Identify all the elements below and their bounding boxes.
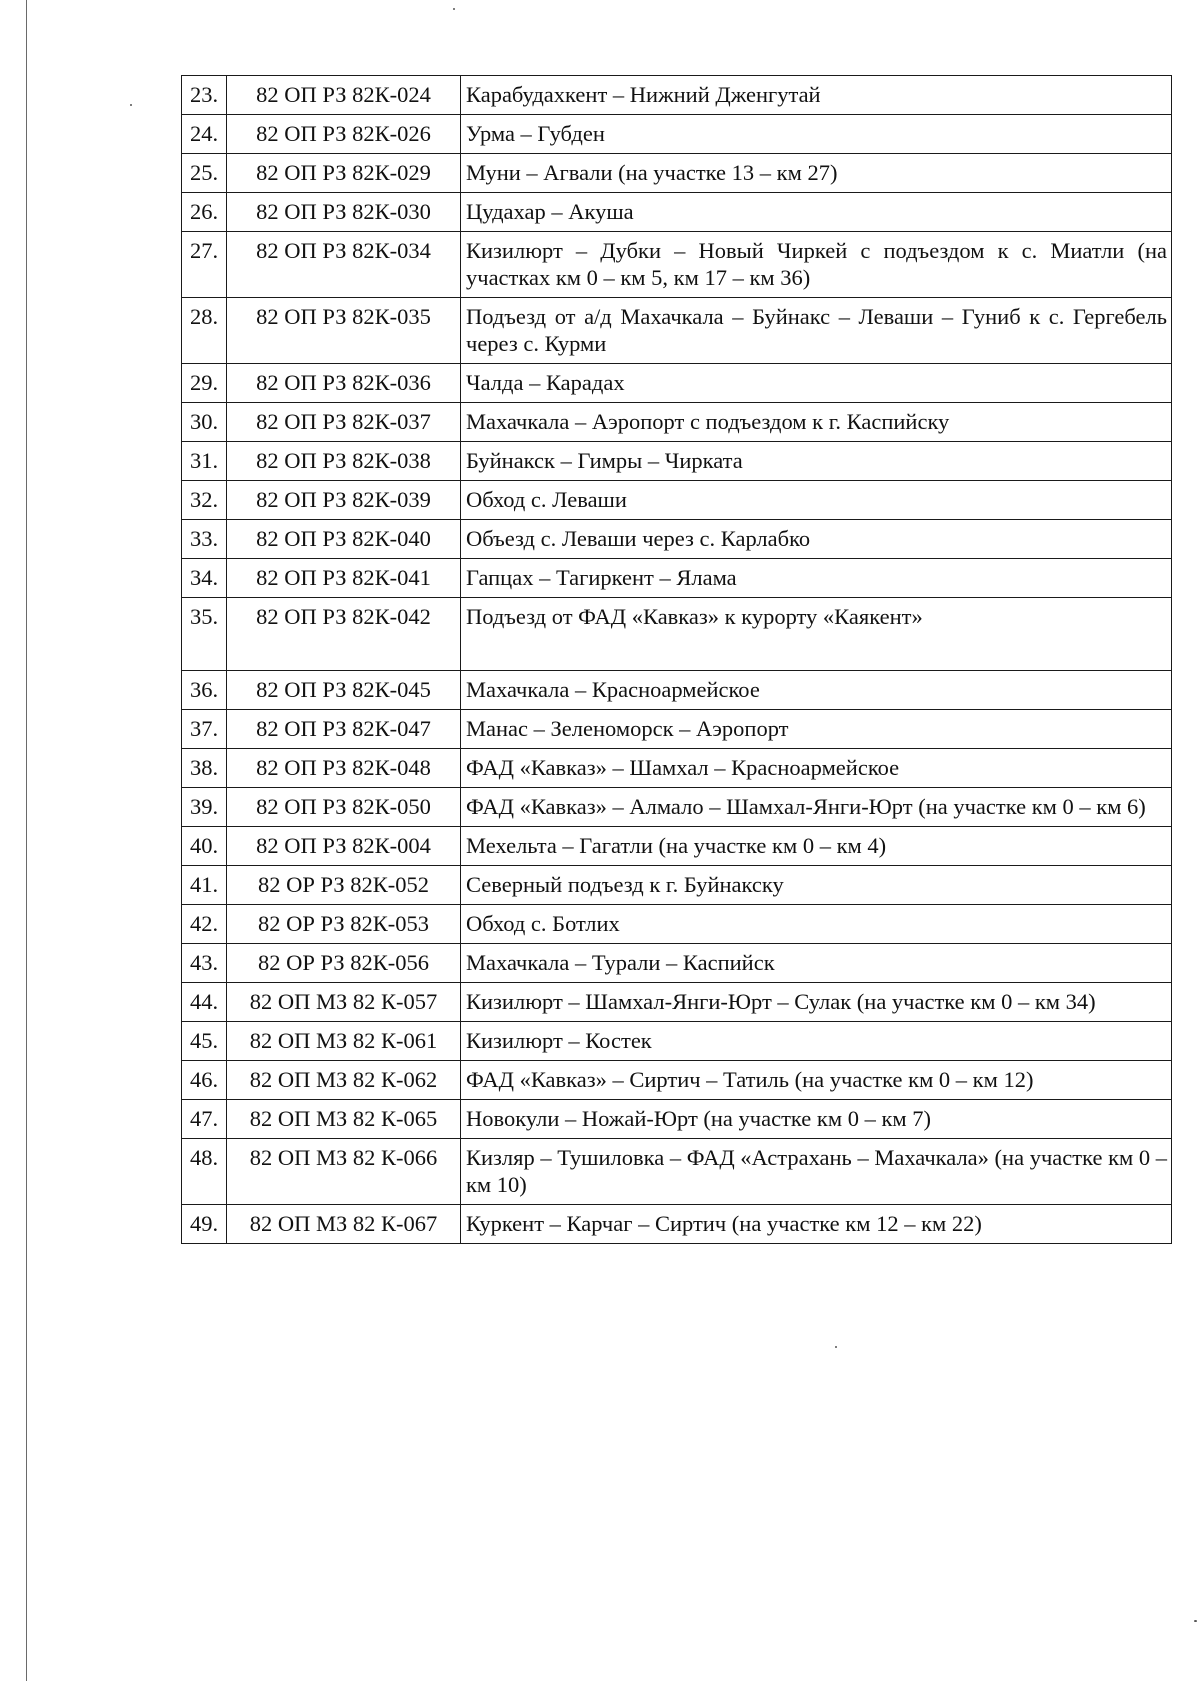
road-code-cell: 82 ОП РЗ 82К-029: [227, 154, 461, 193]
row-number-cell: 42.: [182, 905, 227, 944]
road-name-cell: Кизилюрт – Дубки – Новый Чиркей с подъездом к с. Миатли (на участках км 0 – км 5, км 17 – км 36): [461, 232, 1172, 298]
table-row: [182, 403, 1172, 442]
road-code-cell: 82 ОП РЗ 82К-048: [227, 749, 461, 788]
road-name-cell: Кизилюрт – Костек: [461, 1022, 1172, 1061]
table-row: [182, 866, 1172, 905]
road-name-cell: Муни – Агвали (на участке 13 – км 27): [461, 154, 1172, 193]
table-row: [182, 1100, 1172, 1139]
table-row: [182, 749, 1172, 788]
row-number-cell: 31.: [182, 442, 227, 481]
table-row: [182, 115, 1172, 154]
road-name-cell: Махачкала – Аэропорт с подъездом к г. Каспийску: [461, 403, 1172, 442]
row-number-cell: 33.: [182, 520, 227, 559]
roads-table-body: [182, 76, 1172, 1244]
row-number-cell: 25.: [182, 154, 227, 193]
row-number-cell: 29.: [182, 364, 227, 403]
road-name-cell: Подъезд от а/д Махачкала – Буйнакс – Леваши – Гуниб к с. Гергебель через с. Курми: [461, 298, 1172, 364]
road-code-cell: 82 ОП РЗ 82К-037: [227, 403, 461, 442]
road-name-cell: Гапцах – Тагиркент – Ялама: [461, 559, 1172, 598]
table-row: [182, 559, 1172, 598]
road-name-cell: Северный подъезд к г. Буйнакску: [461, 866, 1172, 905]
table-row: [182, 788, 1172, 827]
row-number-cell: 40.: [182, 827, 227, 866]
road-name-cell: Объезд с. Леваши через с. Карлабко: [461, 520, 1172, 559]
road-code-cell: 82 ОП РЗ 82К-045: [227, 671, 461, 710]
road-code-cell: 82 ОП РЗ 82К-040: [227, 520, 461, 559]
road-name-cell: Карабудахкент – Нижний Дженгутай: [461, 76, 1172, 115]
road-name-cell: Куркент – Карчаг – Сиртич (на участке км 12 – км 22): [461, 1205, 1172, 1244]
row-number-cell: 41.: [182, 866, 227, 905]
table-row: [182, 154, 1172, 193]
road-name-cell: Махачкала – Красноармейское: [461, 671, 1172, 710]
road-code-cell: 82 ОП МЗ 82 К-067: [227, 1205, 461, 1244]
road-name-cell: Мехельта – Гагатли (на участке км 0 – км 4): [461, 827, 1172, 866]
road-code-cell: 82 ОП РЗ 82К-036: [227, 364, 461, 403]
row-number-cell: 36.: [182, 671, 227, 710]
scan-edge-line: [26, 0, 27, 1681]
table-row: [182, 481, 1172, 520]
road-name-cell: Новокули – Ножай-Юрт (на участке км 0 – км 7): [461, 1100, 1172, 1139]
row-number-cell: 23.: [182, 76, 227, 115]
row-number-cell: 37.: [182, 710, 227, 749]
road-name-cell: Цудахар – Акуша: [461, 193, 1172, 232]
road-code-cell: 82 ОП РЗ 82К-030: [227, 193, 461, 232]
table-row: [182, 76, 1172, 115]
road-name-cell: Урма – Губден: [461, 115, 1172, 154]
road-code-cell: 82 ОП РЗ 82К-039: [227, 481, 461, 520]
road-name-cell: Чалда – Карадах: [461, 364, 1172, 403]
road-name-cell: Обход с. Ботлих: [461, 905, 1172, 944]
road-code-cell: 82 ОП РЗ 82К-047: [227, 710, 461, 749]
road-name-cell: ФАД «Кавказ» – Сиртич – Татиль (на участке км 0 – км 12): [461, 1061, 1172, 1100]
road-code-cell: 82 ОР РЗ 82К-052: [227, 866, 461, 905]
road-name-cell: Кизляр – Тушиловка – ФАД «Астрахань – Махачкала» (на участке км 0 – км 10): [461, 1139, 1172, 1205]
row-number-cell: 39.: [182, 788, 227, 827]
road-code-cell: 82 ОР РЗ 82К-053: [227, 905, 461, 944]
table-row: [182, 671, 1172, 710]
table-row: [182, 520, 1172, 559]
scan-speck: [130, 104, 132, 106]
road-code-cell: 82 ОП МЗ 82 К-066: [227, 1139, 461, 1205]
table-row: [182, 710, 1172, 749]
table-row: [182, 983, 1172, 1022]
road-code-cell: 82 ОП РЗ 82К-041: [227, 559, 461, 598]
road-code-cell: 82 ОП МЗ 82 К-062: [227, 1061, 461, 1100]
table-row: [182, 1139, 1172, 1205]
row-number-cell: 46.: [182, 1061, 227, 1100]
road-code-cell: 82 ОП РЗ 82К-050: [227, 788, 461, 827]
table-row: [182, 1022, 1172, 1061]
road-code-cell: 82 ОП РЗ 82К-024: [227, 76, 461, 115]
road-name-cell: ФАД «Кавказ» – Шамхал – Красноармейское: [461, 749, 1172, 788]
road-name-cell: Буйнакск – Гимры – Чирката: [461, 442, 1172, 481]
table-row: [182, 1061, 1172, 1100]
road-code-cell: 82 ОП РЗ 82К-035: [227, 298, 461, 364]
row-number-cell: 32.: [182, 481, 227, 520]
table-row: [182, 1205, 1172, 1244]
table-row: [182, 364, 1172, 403]
row-number-cell: 47.: [182, 1100, 227, 1139]
row-number-cell: 34.: [182, 559, 227, 598]
road-code-cell: 82 ОР РЗ 82К-056: [227, 944, 461, 983]
scan-speck: [453, 8, 455, 10]
row-number-cell: 35.: [182, 598, 227, 671]
table-row: [182, 442, 1172, 481]
row-number-cell: 45.: [182, 1022, 227, 1061]
road-code-cell: 82 ОП МЗ 82 К-057: [227, 983, 461, 1022]
row-number-cell: 44.: [182, 983, 227, 1022]
road-name-cell: Махачкала – Турали – Каспийск: [461, 944, 1172, 983]
table-row: [182, 232, 1172, 298]
road-code-cell: 82 ОП МЗ 82 К-061: [227, 1022, 461, 1061]
row-number-cell: 28.: [182, 298, 227, 364]
row-number-cell: 24.: [182, 115, 227, 154]
row-number-cell: 30.: [182, 403, 227, 442]
row-number-cell: 49.: [182, 1205, 227, 1244]
table-row: [182, 827, 1172, 866]
row-number-cell: 27.: [182, 232, 227, 298]
road-code-cell: 82 ОП РЗ 82К-034: [227, 232, 461, 298]
road-code-cell: 82 ОП РЗ 82К-042: [227, 598, 461, 671]
table-row: [182, 944, 1172, 983]
roads-table: [181, 75, 1172, 1244]
road-code-cell: 82 ОП РЗ 82К-004: [227, 827, 461, 866]
table-row: [182, 598, 1172, 671]
row-number-cell: 48.: [182, 1139, 227, 1205]
scan-speck: [1194, 1620, 1197, 1622]
row-number-cell: 43.: [182, 944, 227, 983]
table-row: [182, 905, 1172, 944]
table-row: [182, 193, 1172, 232]
road-name-cell: Обход с. Леваши: [461, 481, 1172, 520]
road-code-cell: 82 ОП РЗ 82К-038: [227, 442, 461, 481]
row-number-cell: 38.: [182, 749, 227, 788]
road-name-cell: ФАД «Кавказ» – Алмало – Шамхал-Янги-Юрт (на участке км 0 – км 6): [461, 788, 1172, 827]
road-code-cell: 82 ОП РЗ 82К-026: [227, 115, 461, 154]
road-code-cell: 82 ОП МЗ 82 К-065: [227, 1100, 461, 1139]
road-name-cell: Кизилюрт – Шамхал-Янги-Юрт – Сулак (на участке км 0 – км 34): [461, 983, 1172, 1022]
row-number-cell: 26.: [182, 193, 227, 232]
table-row: [182, 298, 1172, 364]
scan-speck: [835, 1346, 837, 1348]
road-name-cell: Подъезд от ФАД «Кавказ» к курорту «Каякент»: [461, 598, 1172, 671]
road-name-cell: Манас – Зеленоморск – Аэропорт: [461, 710, 1172, 749]
